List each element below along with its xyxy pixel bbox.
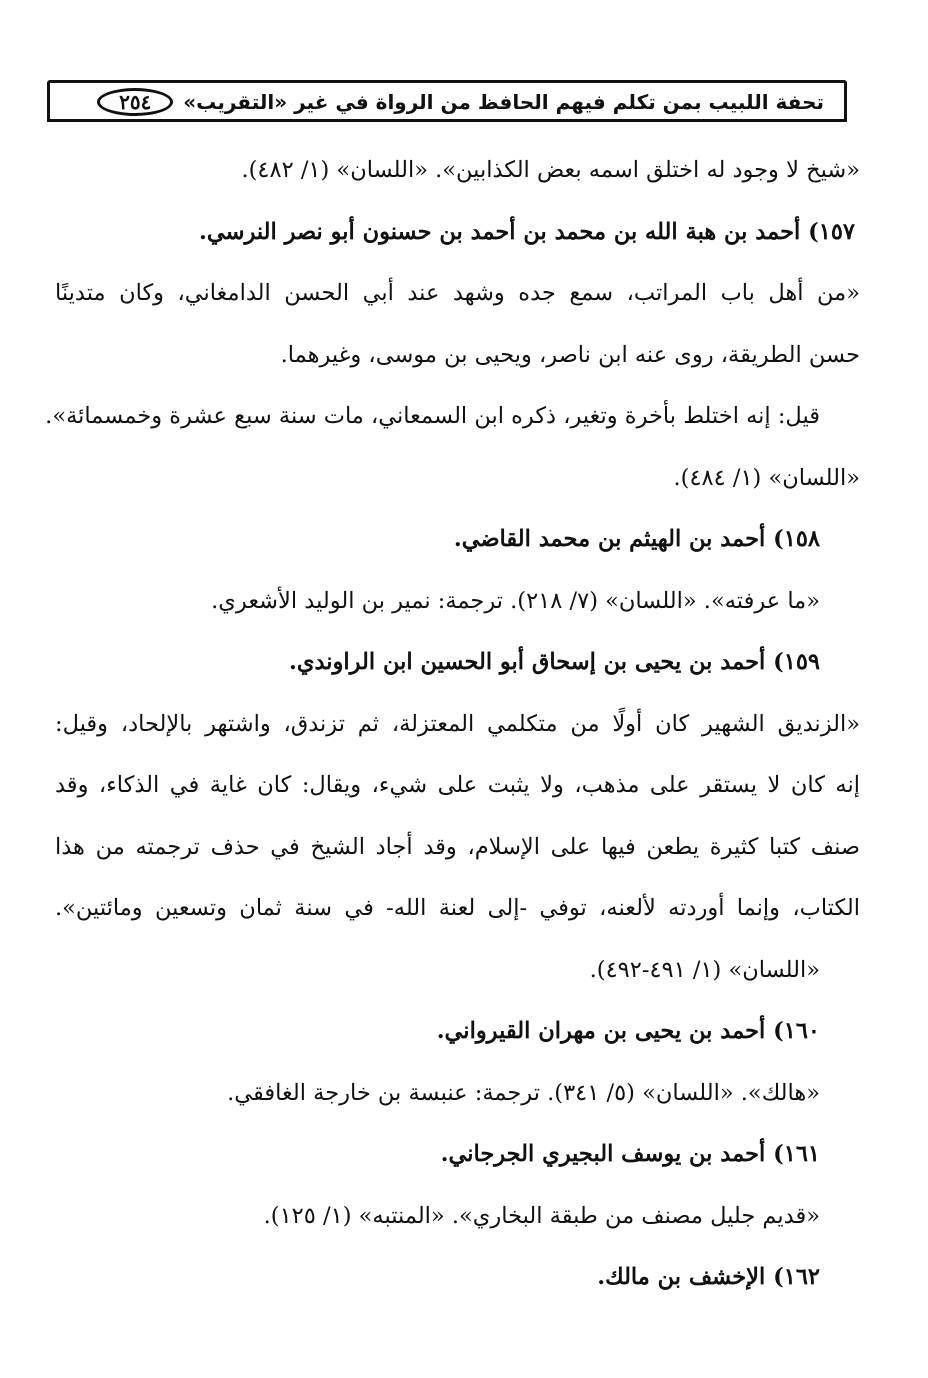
text-line: «الزنديق الشهير كان أولًا من متكلمي المعتزلة، ثم تزندق، واشتهر بالإلحاد، وقيل: — [55, 710, 860, 737]
text-line: «اللسان» (١/ ٤٩١-٤٩٢). — [589, 956, 820, 983]
text-line: «هالك». «اللسان» (٥/ ٣٤١). ترجمة: عنبسة بن خارجة الغافقي. — [227, 1079, 820, 1106]
running-header — [47, 80, 847, 122]
text-line: حسن الطريقة، روى عنه ابن ناصر، ويحيى بن موسى، وغيرهما. — [280, 341, 860, 368]
entry-heading-160: ١٦٠) أحمد بن يحيى بن مهران القيرواني. — [436, 1018, 820, 1044]
text-line: «قديم جليل مصنف من طبقة البخاري». «المنتبه» (١/ ١٢٥). — [263, 1202, 820, 1229]
text-line: «شيخ لا وجود له اختلق اسمه بعض الكذابين». «اللسان» (١/ ٤٨٢). — [241, 157, 860, 183]
entry-heading-157: ١٥٧) أحمد بن هبة الله بن محمد بن أحمد بن حسنون أبو نصر النرسي. — [199, 218, 855, 245]
entry-heading-162: ١٦٢) الإخشف بن مالك. — [597, 1264, 820, 1290]
text-line: «ما عرفته». «اللسان» (٧/ ٢١٨). ترجمة: نمير بن الوليد الأشعري. — [211, 587, 820, 614]
entry-heading-161: ١٦١) أحمد بن يوسف البجيري الجرجاني. — [440, 1141, 820, 1167]
text-line: «من أهل باب المراتب، سمع جده وشهد عند أبي الحسن الدامغاني، وكان متدينًا — [55, 280, 860, 306]
running-title: تحفة اللبيب بمن تكلم فيهم الحافظ من الرواة في غير «التقريب» — [183, 90, 824, 114]
text-line: قيل: إنه اختلط بأخرة وتغير، ذكره ابن السمعاني، مات سنة سبع عشرة وخمسمائة». — [45, 403, 820, 429]
text-line: صنف كتبا كثيرة يطعن فيها على الإسلام، وقد أجاد الشيخ في حذف ترجمته من هذا — [55, 833, 860, 860]
page-body — [45, 140, 860, 1309]
text-line: إنه كان لا يستقر على مذهب، ولا يثبت على شيء، ويقال: كان غاية في الذكاء، وقد — [55, 772, 860, 798]
text-line: «اللسان» (١/ ٤٨٤). — [673, 464, 860, 491]
entry-heading-159: ١٥٩) أحمد بن يحيى بن إسحاق أبو الحسين ابن الراوندي. — [289, 649, 820, 675]
text-line: الكتاب، وإنما أوردته لألعنه، توفي -إلى لعنة الله- في سنة ثمان وتسعين ومائتين». — [55, 895, 860, 921]
page-number: ٢٥٤ — [97, 88, 173, 116]
entry-heading-158: ١٥٨) أحمد بن الهيثم بن محمد القاضي. — [453, 526, 820, 552]
header-content — [97, 87, 824, 117]
